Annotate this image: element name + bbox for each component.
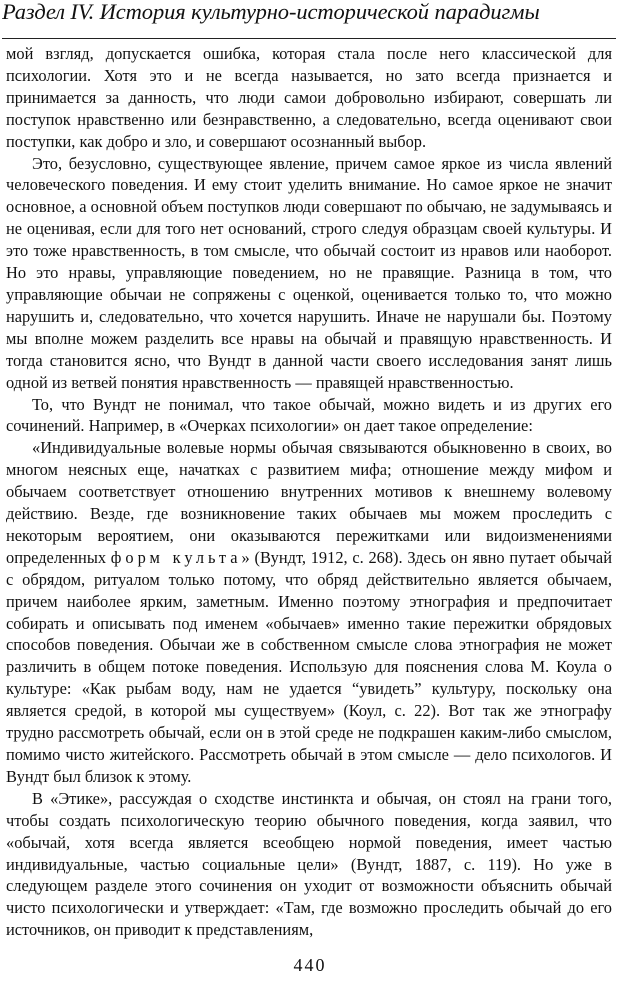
spaced-emphasis: форм культа xyxy=(110,547,242,567)
paragraph-final: В «Этике», рассуждая о сходстве инстинкта и обычая, он стоял на грани того, чтобы создать психологическую теорию обычного поведения, когда заявил, что «обычай, хотя всегда является всеобщею нормой поведения, имеет частью индивидуальные, частью социальные цели» (Вундт, 1887, с. 119). Но уже в следующем разделе этого сочинения он уходит от возможности объяснить обычай чисто психологически и утверждает: «Там, где возможно проследить обычай до его источников, он приводит к представлениям, xyxy=(6,788,612,940)
paragraph-1: мой взгляд, допускается ошибка, которая стала после него классической для психологии. Хотя это и не всегда называется, но зато всегда признается и принимается за данность, что люди самои добровольно избирают, совершать ли поступок нравственно или безнравственно, а следовательно, всегда оценивают свои поступки, как добро и зло, и совершают осознанный выбор. xyxy=(6,44,612,151)
quotation-text: «Индивидуальные волевые нормы обычая связываются обыкновенно в своих, во многом неясных еще, начатках с развитием мифа; отношение между мифом и обычаем соответствует отношению внутренних мотивов к внешнему волевому действию. Везде, где возникновение таких обычаев мы можем проследить с некоторым вероятием, они оказываются пережитками или видоизменениями определенных xyxy=(6,438,612,567)
paragraph-3: То, что Вундт не понимал, что такое обычай, можно видеть и из других его сочинений. Например, в «Очерках психологии» он дает такое определение: xyxy=(6,394,612,436)
running-header: Раздел IV. История культурно-исторической парадигмы xyxy=(2,0,616,39)
body-text xyxy=(6,43,612,941)
quotation-paragraph xyxy=(6,437,612,788)
quotation-continuation: » (Вундт, 1912, с. 268). Здесь он явно путает обычай с обрядом, ритуалом только потому, что обряд действительно является обычаем, причем наиболее ярким, заметным. Именно поэтому этнография и предпочитает собирать и описывать под именем «обычаев» именно такие пережитки обрядовых способов поведения. Обычаи же в собственном смысле слова этнография не может различить в общем потоке поведения. Использую для пояснения слова М. Коула о культуре: «Как рыбам воду, нам не удается “увидеть” культуру, поскольку она является средой, в которой мы существуем» (Коул, с. 22). Вот так же этнографу трудно рассмотреть обычай, если он в этой среде не подкрашен каким-либо смыслом, помимо чисто житейского. Рассмотреть обычай в этом смысле — дело психологов. И Вундт был близок к этому. xyxy=(6,547,612,786)
page-number: 440 xyxy=(293,955,327,975)
paragraph-2: Это, безусловно, существующее явление, причем самое яркое из числа явлений человеческого поведения. И ему стоит уделить внимание. Но самое яркое не значит основное, а основной объем поступков люди совершают по обычаю, не задумываясь и не оценивая, если для того нет оснований, строго следуя образцам своей культуры. И это тоже нравственность, в том смысле, что обычай состоит из нравов или наоборот. Но это нравы, управляющие поведением, но не правящие. Разница в том, что управляющие обычаи не сопряжены с оценкой, оценивается только то, что можно нарушить и, следовательно, что хочется нарушить. Иначе не нарушали бы. Поэтому мы вполне можем разделить все нравы на обычай и правящую нравственность. И тогда становится ясно, что Вундт в данной части своего исследования занят лишь одной из ветвей понятия нравственность — правящей нравственностью. xyxy=(6,153,612,392)
